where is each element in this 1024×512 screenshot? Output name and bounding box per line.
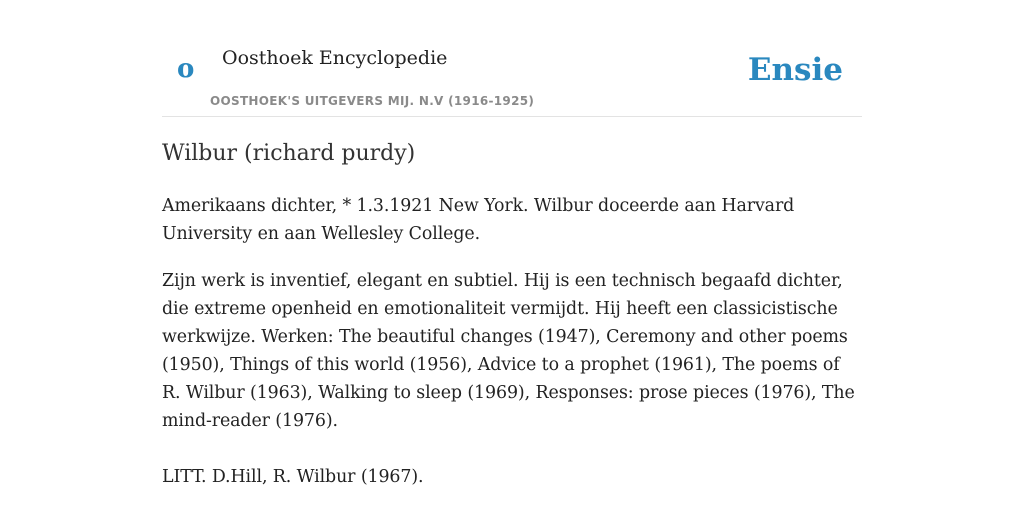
entry-title: Wilbur (richard purdy) xyxy=(162,141,416,166)
entry-paragraph-literature: LITT. D.Hill, R. Wilbur (1967). xyxy=(162,467,424,487)
ensie-brand-logo[interactable]: Ensie xyxy=(747,52,843,88)
publisher-line: OOSTHOEK'S UITGEVERS MIJ. N.V (1916-1925) xyxy=(210,94,535,108)
encyclopedia-title[interactable]: Oosthoek Encyclopedie xyxy=(222,47,448,69)
entry-article xyxy=(162,138,862,491)
site-header xyxy=(162,0,862,117)
entry-paragraph-intro: Amerikaans dichter, * 1.3.1921 New York. Wilbur doceerde aan Harvard University en aan Wellesley College. xyxy=(162,196,795,244)
oosthoek-logo-icon[interactable]: o xyxy=(177,54,195,84)
entry-body xyxy=(162,192,862,491)
entry-paragraph-works: Zijn werk is inventief, elegant en subtiel. Hij is een technisch begaafd dichter, die extreme openheid en emotionaliteit vermijdt. Hij heeft een classicistische werkwijze. Werken: The beautiful changes (1947), Ceremony and other poems (1950), Things of this world (1956), Advice to a prophet (1961), The poems of R. Wilbur (1963), Walking to sleep (1969), Responses: prose pieces (1976), The mind-reader (1976). xyxy=(162,271,855,431)
